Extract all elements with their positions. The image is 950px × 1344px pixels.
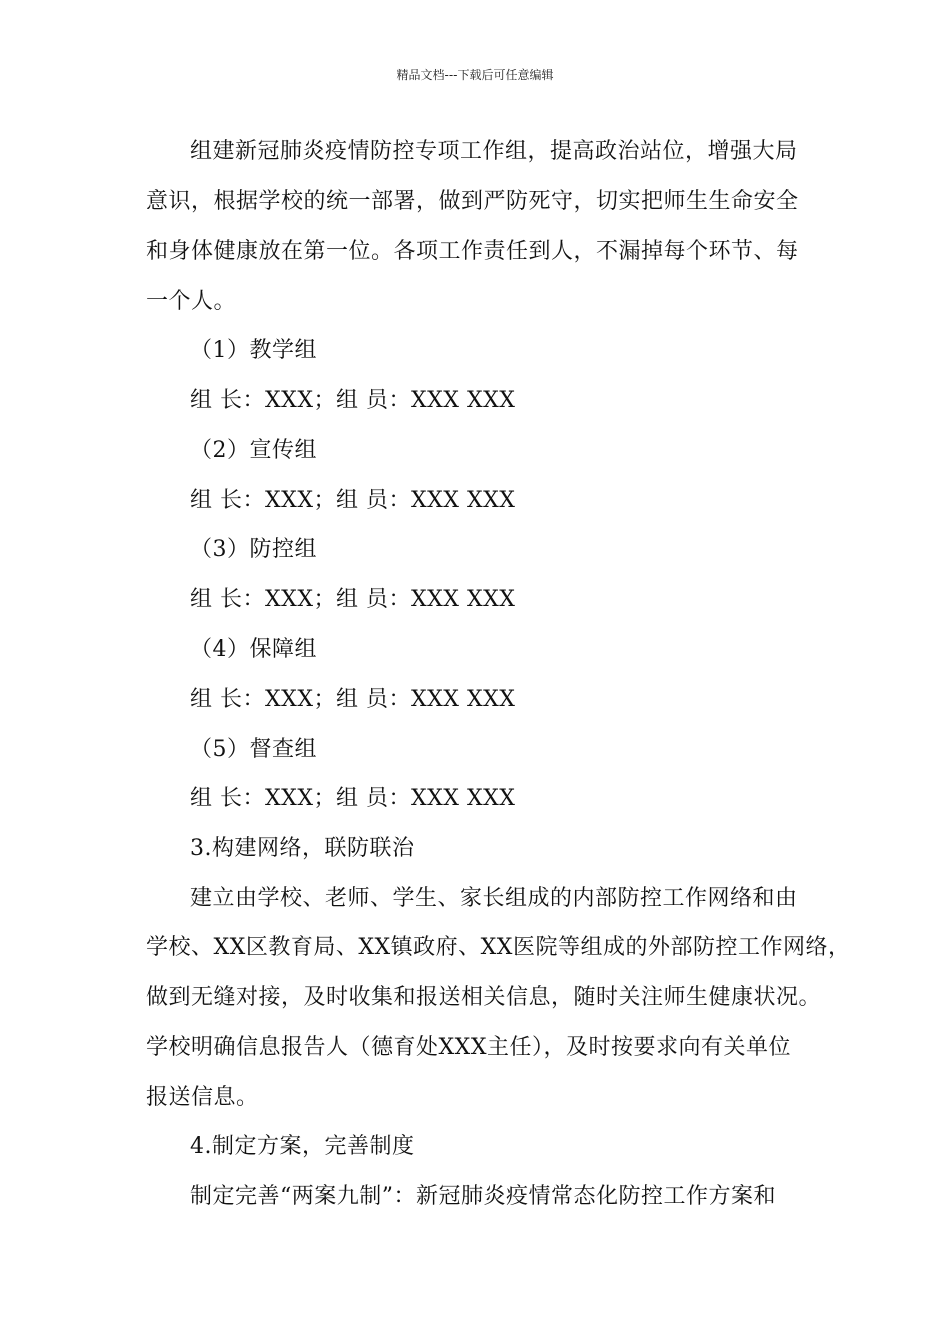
group-heading: （1）教学组	[190, 338, 317, 363]
group-members: 组 长：XXX；组 员：XXX XXX	[190, 587, 516, 612]
paragraph-line: 报送信息。	[146, 1085, 259, 1110]
group-heading: （5）督查组	[190, 737, 317, 762]
section-heading: 4.制定方案，完善制度	[190, 1134, 415, 1159]
group-heading: （4）保障组	[190, 637, 317, 662]
paragraph-line: 学校、XX区教育局、XX镇政府、XX医院等组成的外部防控工作网络，	[146, 935, 851, 960]
group-members: 组 长：XXX；组 员：XXX XXX	[190, 786, 516, 811]
group-members: 组 长：XXX；组 员：XXX XXX	[190, 488, 516, 513]
paragraph-line: 组建新冠肺炎疫情防控专项工作组，提高政治站位，增强大局	[190, 139, 798, 164]
paragraph-line: 制定完善“两案九制”：新冠肺炎疫情常态化防控工作方案和	[190, 1184, 776, 1209]
group-heading: （2）宣传组	[190, 438, 317, 463]
group-members: 组 长：XXX；组 员：XXX XXX	[190, 687, 516, 712]
group-members: 组 长：XXX；组 员：XXX XXX	[190, 388, 516, 413]
paragraph-line: 学校明确信息报告人（德育处XXX主任），及时按要求向有关单位	[146, 1035, 791, 1060]
group-heading: （3）防控组	[190, 537, 317, 562]
section-heading: 3.构建网络，联防联治	[190, 836, 415, 861]
page-header: 精品文档---下载后可任意编辑	[396, 68, 554, 82]
paragraph-line: 和身体健康放在第一位。各项工作责任到人，不漏掉每个环节、每	[146, 239, 799, 264]
paragraph-line: 做到无缝对接，及时收集和报送相关信息，随时关注师生健康状况。	[146, 985, 822, 1010]
paragraph-line: 一个人。	[146, 289, 237, 314]
paragraph-line: 建立由学校、老师、学生、家长组成的内部防控工作网络和由	[190, 886, 798, 911]
paragraph-line: 意识，根据学校的统一部署，做到严防死守，切实把师生生命安全	[146, 189, 799, 214]
